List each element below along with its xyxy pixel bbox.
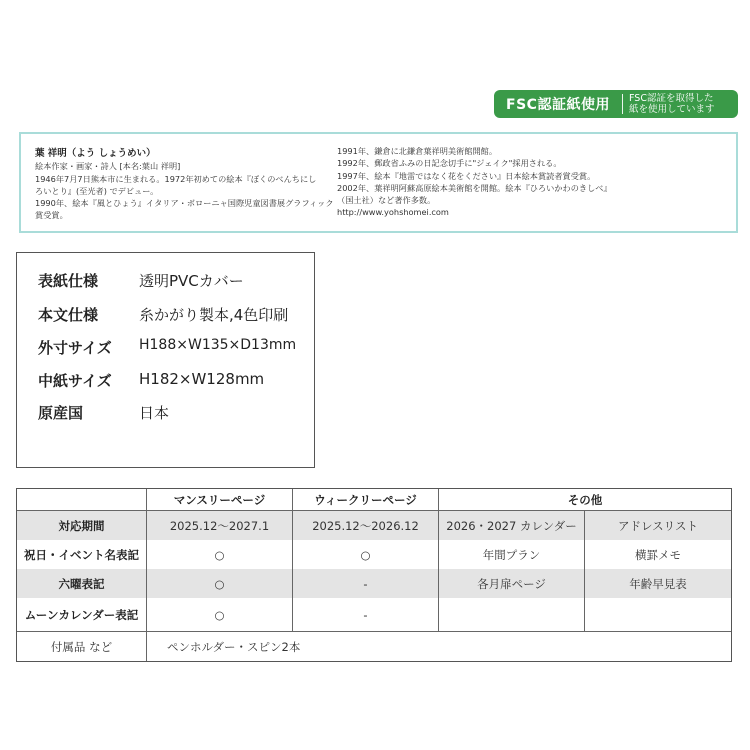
column-header-other: その他 [567,492,603,507]
author-profile [19,132,738,233]
row-label-period: 対応期間 [58,518,105,533]
fsc-note-line1: FSC認証を取得した [629,93,714,104]
table-cell: - [363,576,368,591]
fsc-divider [622,94,623,114]
table-cell: ○ [214,576,225,591]
table-cell: 横罫メモ [635,547,681,562]
spec-value: 透明PVCカバー [139,272,244,290]
table-cell: - [363,608,368,622]
table-cell: 2026・2027 カレンダー [446,518,577,533]
spec-row-body [38,304,288,325]
author-history-line: 1992年、郵政省ふみの日記念切手に"ジェイク"採用される。 [337,158,562,169]
table-cell: 2025.12〜2027.1 [169,518,270,533]
fsc-note-line2: 紙を使用しています [629,104,715,115]
spec-row-outer-size [38,337,296,358]
accessories-value: ペンホルダー・スピン2本 [167,639,301,654]
author-history-line: 1997年、絵本『地雷ではなく花をください』日本絵本賞読者賞受賞。 [337,170,596,181]
fsc-note [623,93,738,115]
spec-value: 日本 [139,404,170,422]
row-label-moon: ムーンカレンダー表記 [24,608,139,622]
spec-label: 原産国 [38,404,84,422]
author-profile-right [337,145,727,219]
spec-row-inner-size [38,370,264,391]
spec-row-origin [38,402,169,423]
author-line: ろいとり』(至光者) でデビュー。 [35,185,159,196]
author-history-line: 2002年、葉祥明阿蘇高原絵本美術館を開館。絵本『ひろいかわのきしべ』 [337,182,612,193]
author-profile-left [35,148,335,222]
table-cell: 各月扉ページ [477,576,546,591]
table-cell: アドレスリスト [618,518,698,533]
spec-label: 表紙仕様 [38,272,99,290]
spec-label: 外寸サイズ [38,339,112,357]
fsc-badge [494,90,738,118]
spec-value: H182×W128mm [139,370,265,388]
table-cell: ○ [360,547,371,562]
table-cell [585,599,731,631]
author-line: 絵本作家・画家・詩人 [本名:葉山 祥明] [35,161,181,172]
table-cell: 2025.12〜2026.12 [312,518,419,533]
author-history-line: 1991年、鎌倉に北鎌倉葉祥明美術館開館。 [337,146,498,156]
spec-label: 本文仕様 [38,306,99,324]
row-label-holidays: 祝日・イベント名表記 [24,547,139,562]
author-name: 葉 祥明（よう しょうめい） [35,148,156,159]
table-cell: 年間プラン [482,547,541,562]
feature-table [16,488,732,662]
table-cell: 年齢早見表 [629,576,687,591]
column-header-weekly: ウィークリーページ [314,492,417,507]
row-label-rokuyo: 六曜表記 [58,576,105,591]
fsc-title: FSC認証紙使用 [506,97,610,113]
spec-box [16,252,315,468]
spec-value: 糸かがり製本,4色印刷 [139,306,289,324]
table-cell [439,599,584,631]
author-line: 1990年、絵本『風とひょう』イタリア・ボローニャ国際児童図書展グラフィック [35,198,334,209]
spec-value: H188×W135×D13mm [139,337,297,353]
table-cell: ○ [214,608,225,622]
row-label-accessories: 付属品 など [50,639,113,654]
author-website-link[interactable]: http://www.yohshomei.com [337,207,449,218]
author-line: 1946年7月7日熊本市に生まれる。1972年初めての絵本『ぼくのべんちにし [35,173,317,184]
spec-row-cover [38,270,244,291]
column-header-monthly: マンスリーページ [173,492,266,507]
table-cell: ○ [214,547,225,562]
spec-label: 中紙サイズ [38,372,112,390]
author-line: 賞受賞。 [35,210,68,221]
author-history-line: （国土社）など著作多数。 [337,195,436,206]
